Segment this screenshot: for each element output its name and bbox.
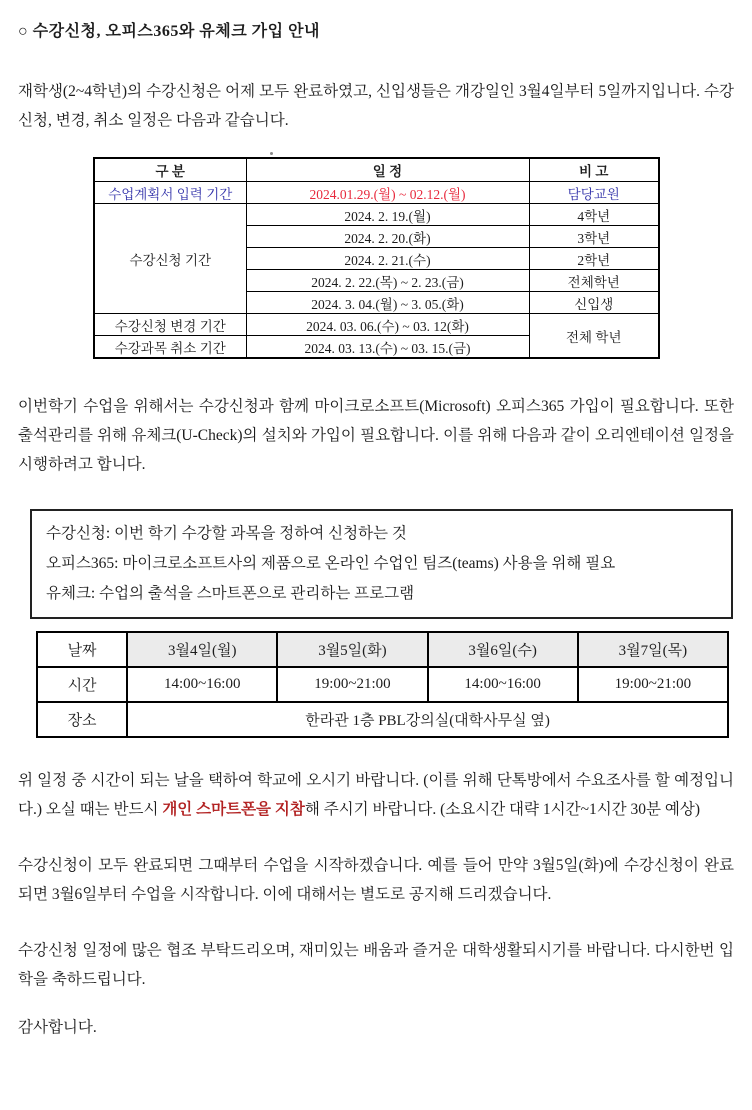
orientation-time: 19:00~21:00	[277, 667, 427, 702]
time-row-label: 시간	[37, 667, 127, 702]
plan-input-period-date: 2024.01.29.(월) ~ 02.12.(월)	[246, 182, 529, 204]
office365-paragraph: 이번학기 수업을 위해서는 수강신청과 함께 마이크로소프트(Microsoft) 오피스365 가입이 필요합니다. 또한 출석관리를 위해 유체크(U-Check)의 설치와 가입이 필요합니다. 이를 위해 다음과 같이 오리엔테이션 일정을 시행하려고 합니다.	[18, 398, 734, 473]
table-row	[94, 314, 659, 336]
register-note: 4학년	[529, 204, 659, 226]
stray-mark-artifact	[270, 152, 273, 155]
orientation-place-row	[37, 702, 728, 737]
header-note: 비 고	[529, 158, 659, 182]
orientation-date: 3월4일(월)	[127, 632, 277, 667]
register-note: 3학년	[529, 226, 659, 248]
change-period-label: 수강신청 변경 기간	[94, 314, 246, 336]
orientation-time-row	[37, 667, 728, 702]
orientation-time: 19:00~21:00	[578, 667, 728, 702]
definition-ucheck: 유체크: 수업의 출석을 스마트폰으로 관리하는 프로그램	[46, 585, 415, 602]
orientation-time: 14:00~16:00	[428, 667, 578, 702]
orientation-date: 3월7일(목)	[578, 632, 728, 667]
header-schedule: 일 정	[246, 158, 529, 182]
change-period-date: 2024. 03. 06.(수) ~ 03. 12(화)	[246, 314, 529, 336]
cancel-period-label: 수강과목 취소 기간	[94, 336, 246, 359]
thanks-paragraph: 감사합니다.	[18, 1019, 97, 1036]
definitions-box	[30, 509, 733, 619]
orientation-date: 3월6일(수)	[428, 632, 578, 667]
date-row-label: 날짜	[37, 632, 127, 667]
definition-sugang: 수강신청: 이번 학기 수강할 과목을 정하여 신청하는 것	[46, 525, 407, 542]
orientation-date: 3월5일(화)	[277, 632, 427, 667]
smartphone-emphasis-text: 개인 스마트폰을 지참	[162, 801, 305, 818]
class-start-paragraph: 수강신청이 모두 완료되면 그때부터 수업을 시작하겠습니다. 예를 들어 만약 3월5일(화)에 수강신청이 완료되면 3월6일부터 수업을 시작합니다. 이에 대해서는 별도로 공지해 드리겠습니다.	[18, 857, 734, 903]
place-row-label: 장소	[37, 702, 127, 737]
plan-input-period-label: 수업계획서 입력 기간	[94, 182, 246, 204]
definition-office365: 오피스365: 마이크로소프트사의 제품으로 온라인 수업인 팀즈(teams) 사용을 위해 필요	[46, 555, 616, 572]
orientation-schedule-table	[36, 631, 729, 738]
visit-text-after: 해 주시기 바랍니다. (소요시간 대략 1시간~1시간 30분 예상)	[304, 801, 700, 818]
register-date: 2024. 2. 22.(목) ~ 2. 23.(금)	[246, 270, 529, 292]
plan-input-period-note: 담당교원	[529, 182, 659, 204]
cancel-period-date: 2024. 03. 13.(수) ~ 03. 15.(금)	[246, 336, 529, 359]
change-cancel-note: 전체 학년	[529, 314, 659, 359]
table-row	[94, 182, 659, 204]
orientation-place: 한라관 1층 PBL강의실(대학사무실 옆)	[127, 702, 728, 737]
register-date: 2024. 2. 21.(수)	[246, 248, 529, 270]
table-row	[94, 204, 659, 226]
header-category: 구 분	[94, 158, 246, 182]
closing-paragraph: 수강신청 일정에 많은 협조 부탁드리오며, 재미있는 배움과 즐거운 대학생활되시기를 바랍니다. 다시한번 입학을 축하드립니다.	[18, 942, 734, 988]
visit-text-before: 위 일정 중 시간이 되는 날을 택하여 학교에 오시기 바랍니다. (이를 위해 단톡방에서 수요조사를 할 예정입니다.) 오실 때는 반드시	[18, 772, 734, 818]
register-date: 2024. 3. 04.(월) ~ 3. 05.(화)	[246, 292, 529, 314]
registration-schedule-table	[93, 157, 660, 359]
register-note: 전체학년	[529, 270, 659, 292]
visit-instructions-paragraph	[18, 766, 734, 824]
register-period-label: 수강신청 기간	[94, 204, 246, 314]
intro-paragraph: 재학생(2~4학년)의 수강신청은 어제 모두 완료하였고, 신입생들은 개강일인 3월4일부터 5일까지입니다. 수강신청, 변경, 취소 일정은 다음과 같습니다.	[18, 83, 734, 129]
orientation-time: 14:00~16:00	[127, 667, 277, 702]
register-date: 2024. 2. 19.(월)	[246, 204, 529, 226]
register-note: 2학년	[529, 248, 659, 270]
table-header-row	[94, 158, 659, 182]
register-note: 신입생	[529, 292, 659, 314]
orientation-date-row	[37, 632, 728, 667]
page-title: ○ 수강신청, 오피스365와 유체크 가입 안내	[18, 23, 321, 40]
register-date: 2024. 2. 20.(화)	[246, 226, 529, 248]
